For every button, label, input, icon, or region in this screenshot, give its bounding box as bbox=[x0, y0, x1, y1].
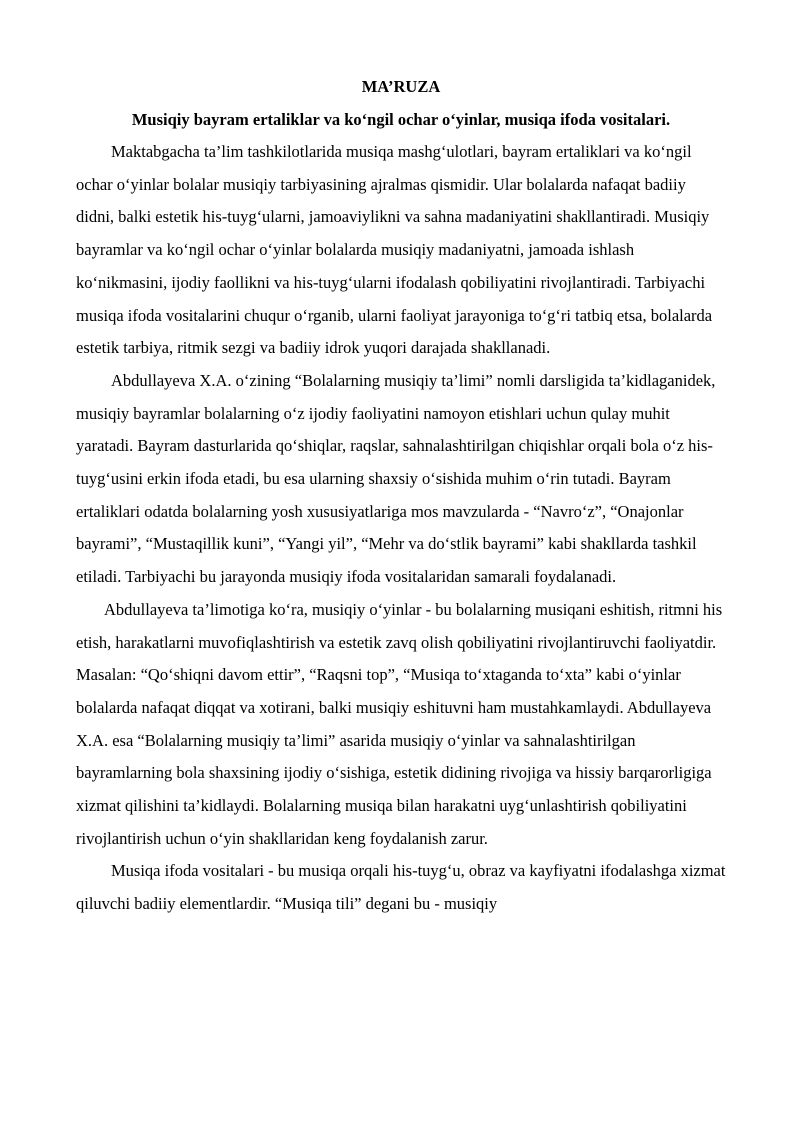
paragraph: Maktabgacha ta’lim tashkilotlarida musiqa mashg‘ulotlari, bayram ertaliklari va ko‘ngil ochar o‘yinlar bolalar musiqiy tarbiyasining ajralmas qismidir. Ular bolalarda nafaqat badiiy didni, balki estetik his-tuyg‘ularni, jamoaviylikni va sahna madaniyatini shakllantiradi. Musiqiy bayramlar va ko‘ngil ochar o‘yinlar bolalarda musiqiy madaniyatni, jamoada ishlash ko‘nikmasini, ijodiy faollikni va his-tuyg‘ularni ifodalash qobiliyatini rivojlantiradi. Tarbiyachi musiqa ifoda vositalarini chuqur o‘rganib, ularni faoliyat jarayoniga to‘g‘ri tatbiq etsa, bolalarda estetik tarbiya, ritmik sezgi va badiiy idrok yuqori darajada shakllanadi. bbox=[76, 142, 713, 358]
paragraph: Abdullayeva X.A. o‘zining “Bolalarning musiqiy ta’limi” nomli darsligida ta’kidlaganidek, musiqiy bayramlar bolalarning o‘z ijodiy faoliyatini namoyon etishlari uchun qulay muhit yaratadi. Bayram dasturlarida qo‘shiqlar, raqslar, sahnalashtirilgan chiqishlar orqali bola o‘z his-tuyg‘usini erkin ifoda etadi, bu esa ularning shaxsiy o‘sishida muhim o‘rin tutadi. Bayram ertaliklari odatda bolalarning yosh xususiyatlariga mos mavzularda - “Navro‘z”, “Onajonlar bayrami”, “Mustaqillik kuni”, “Yangi yil”, “Mehr va do‘stlik bayrami” kabi shakllarda tashkil etiladi. Tarbiyachi bu jarayonda musiqiy ifoda vositalaridan samarali foydalanadi. bbox=[76, 370, 716, 587]
paragraph: Masalan: “Qo‘shiqni davom ettir”, “Raqsni top”, “Musiqa to‘xtaganda to‘xta” kabi o‘yinlar bolalarda nafaqat diqqat va xotirani, balki musiqiy eshituvni ham mustahkamlaydi. Abdullayeva X.A. esa “Bolalarning musiqiy ta’limi” asarida musiqiy o‘yinlar va sahnalashtirilgan bayramlarning bola shaxsining ijodiy o‘sishiga, estetik didining rivojiga va hissiy barqarorligiga xizmat qilishini ta’kidlaydi. Bolalarning musiqa bilan harakatni uyg‘unlashtirish qobiliyatini rivojlantirish uchun o‘yin shakllaridan keng foydalanish zarur. bbox=[76, 665, 712, 848]
paragraph: Musiqa ifoda vositalari - bu musiqa orqali his-tuyg‘u, obraz va kayfiyatni ifodalashga xizmat qiluvchi badiiy elementlardir. “Musiqa tili” degani bu - musiqiy bbox=[76, 861, 726, 914]
paragraph: Abdullayeva ta’limotiga ko‘ra, musiqiy o‘yinlar - bu bolalarning musiqani eshitish, ritmni his etish, harakatlarni muvofiqlashtirish va estetik zavq olish qobiliyatini rivojlantiruvchi faoliyatdir. bbox=[76, 599, 723, 652]
document-page bbox=[76, 70, 726, 921]
document-subtitle: Musiqiy bayram ertaliklar va ko‘ngil ochar o‘yinlar, musiqa ifoda vositalari. bbox=[131, 110, 671, 129]
document-title: MA’RUZA bbox=[361, 77, 441, 96]
